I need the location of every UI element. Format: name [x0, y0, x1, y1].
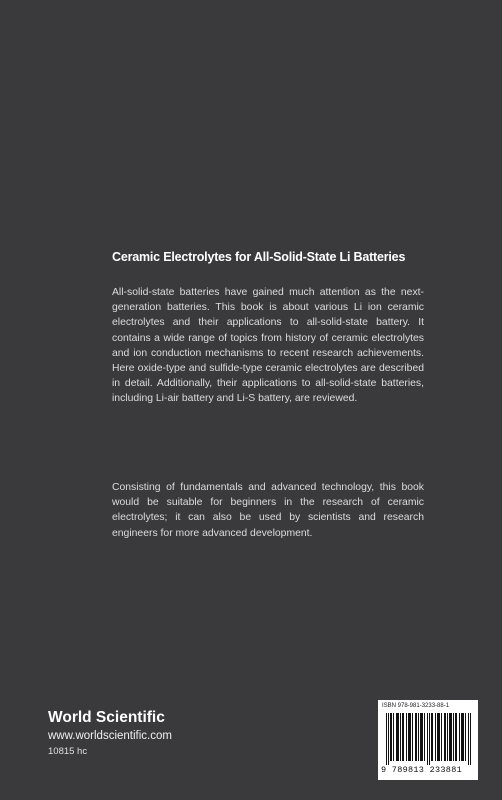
isbn-label: ISBN 978-981-3233-88-1 [382, 703, 450, 709]
publisher-code: 10815 hc [48, 746, 88, 757]
description-paragraph-1: All-solid-state batteries have gained much attention as the next-generation batteries. This book is about various Li ion ceramic electrolytes and their applications to all-solid-state battery. It contains a wide range of topics from history of ceramic electrolytes and ion conduction mechanisms to recent research achievements. Here oxide-type and sulfide-type ceramic electrolytes are described in detail. Additionally, their applications to all-solid-state batteries, including Li-air battery and Li-S battery, are reviewed. [112, 287, 424, 405]
barcode-icon [386, 713, 472, 765]
publisher-url: www.worldscientific.com [48, 730, 172, 742]
publisher-block [48, 709, 172, 758]
book-title: Ceramic Electrolytes for All-Solid-State Li Batteries [112, 250, 406, 264]
isbn-barcode [378, 700, 478, 780]
barcode-digits: 9 789813 233881 [381, 765, 463, 775]
publisher-name: World Scientific [48, 709, 165, 726]
description-paragraph-2: Consisting of fundamentals and advanced technology, this book would be suitable for beginners in the research of ceramic electrolytes; it can also be used by scientists and research engineers for more advanced development. [112, 482, 424, 539]
